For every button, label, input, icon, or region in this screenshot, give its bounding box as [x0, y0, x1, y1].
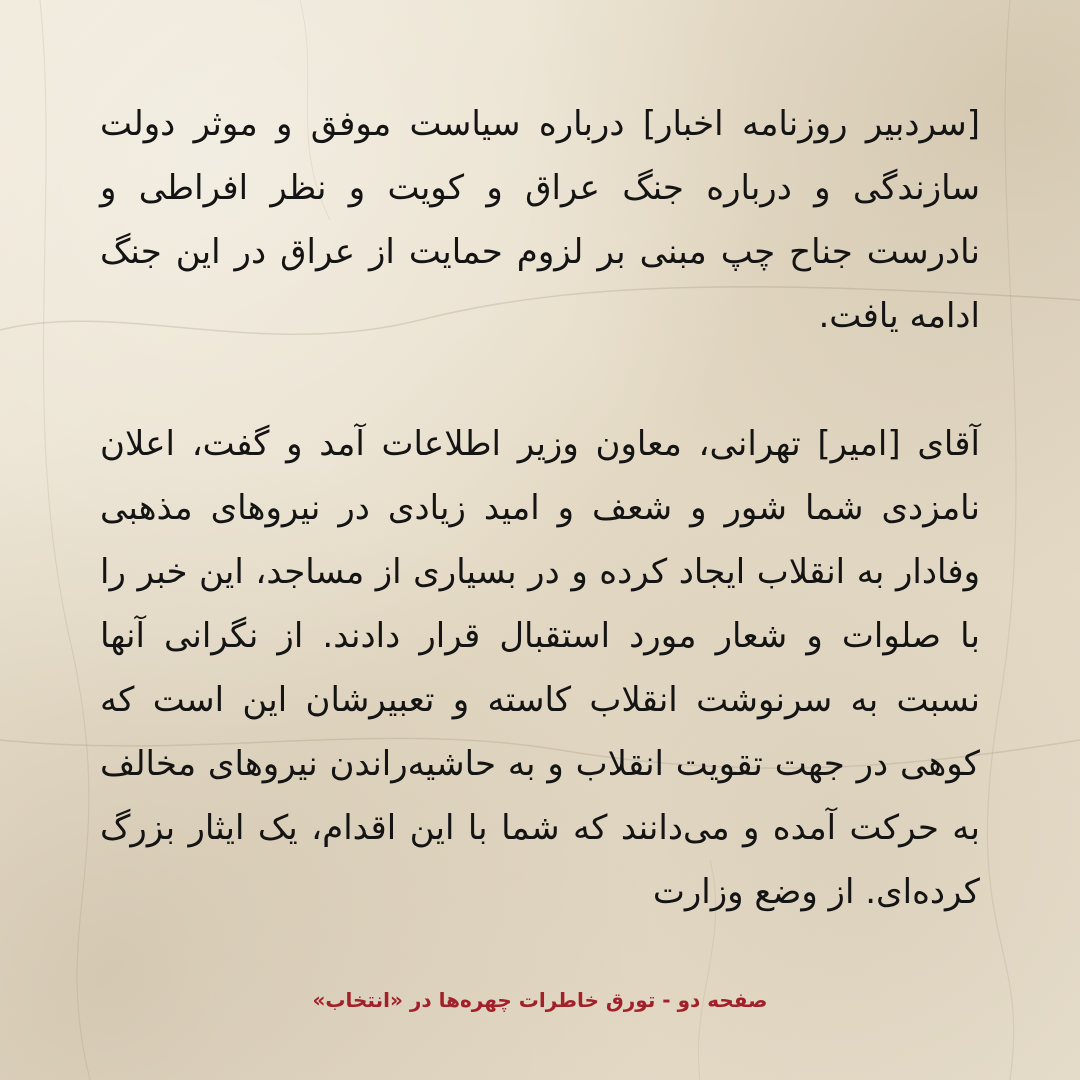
paragraph-1: [سردبیر روزنامه اخبار] درباره سیاست موفق و موثر دولت سازندگی و درباره جنگ عراق و کویت و نظر افراطی و نادرست جناح چپ مبنی بر لزوم حمایت از عراق در این جنگ ادامه یافت. — [100, 104, 980, 336]
document-body — [100, 92, 980, 972]
paragraph-2: آقای [امیر] تهرانی، معاون وزیر اطلاعات آمد و گفت، اعلان نامزدی شما شور و شعف و امید زیادی در نیروهای مذهبی وفادار به انقلاب ایجاد کرده و در بسیاری از مساجد، این خبر را با صلوات و شعار مورد استقبال قرار دادند. از نگرانی آنها نسبت به سرنوشت انقلاب کاسته و تعبیرشان این است که کوهی در جهت تقویت انقلاب و به حاشیه‌راندن نیروهای مخالف به حرکت آمده و می‌دانند که شما با این اقدام، یک ایثار بزرگ کرده‌ای. از وضع وزارت — [100, 424, 980, 912]
page-footer: صفحه دو - تورق خاطرات چهره‌ها در «انتخاب» — [312, 988, 768, 1012]
